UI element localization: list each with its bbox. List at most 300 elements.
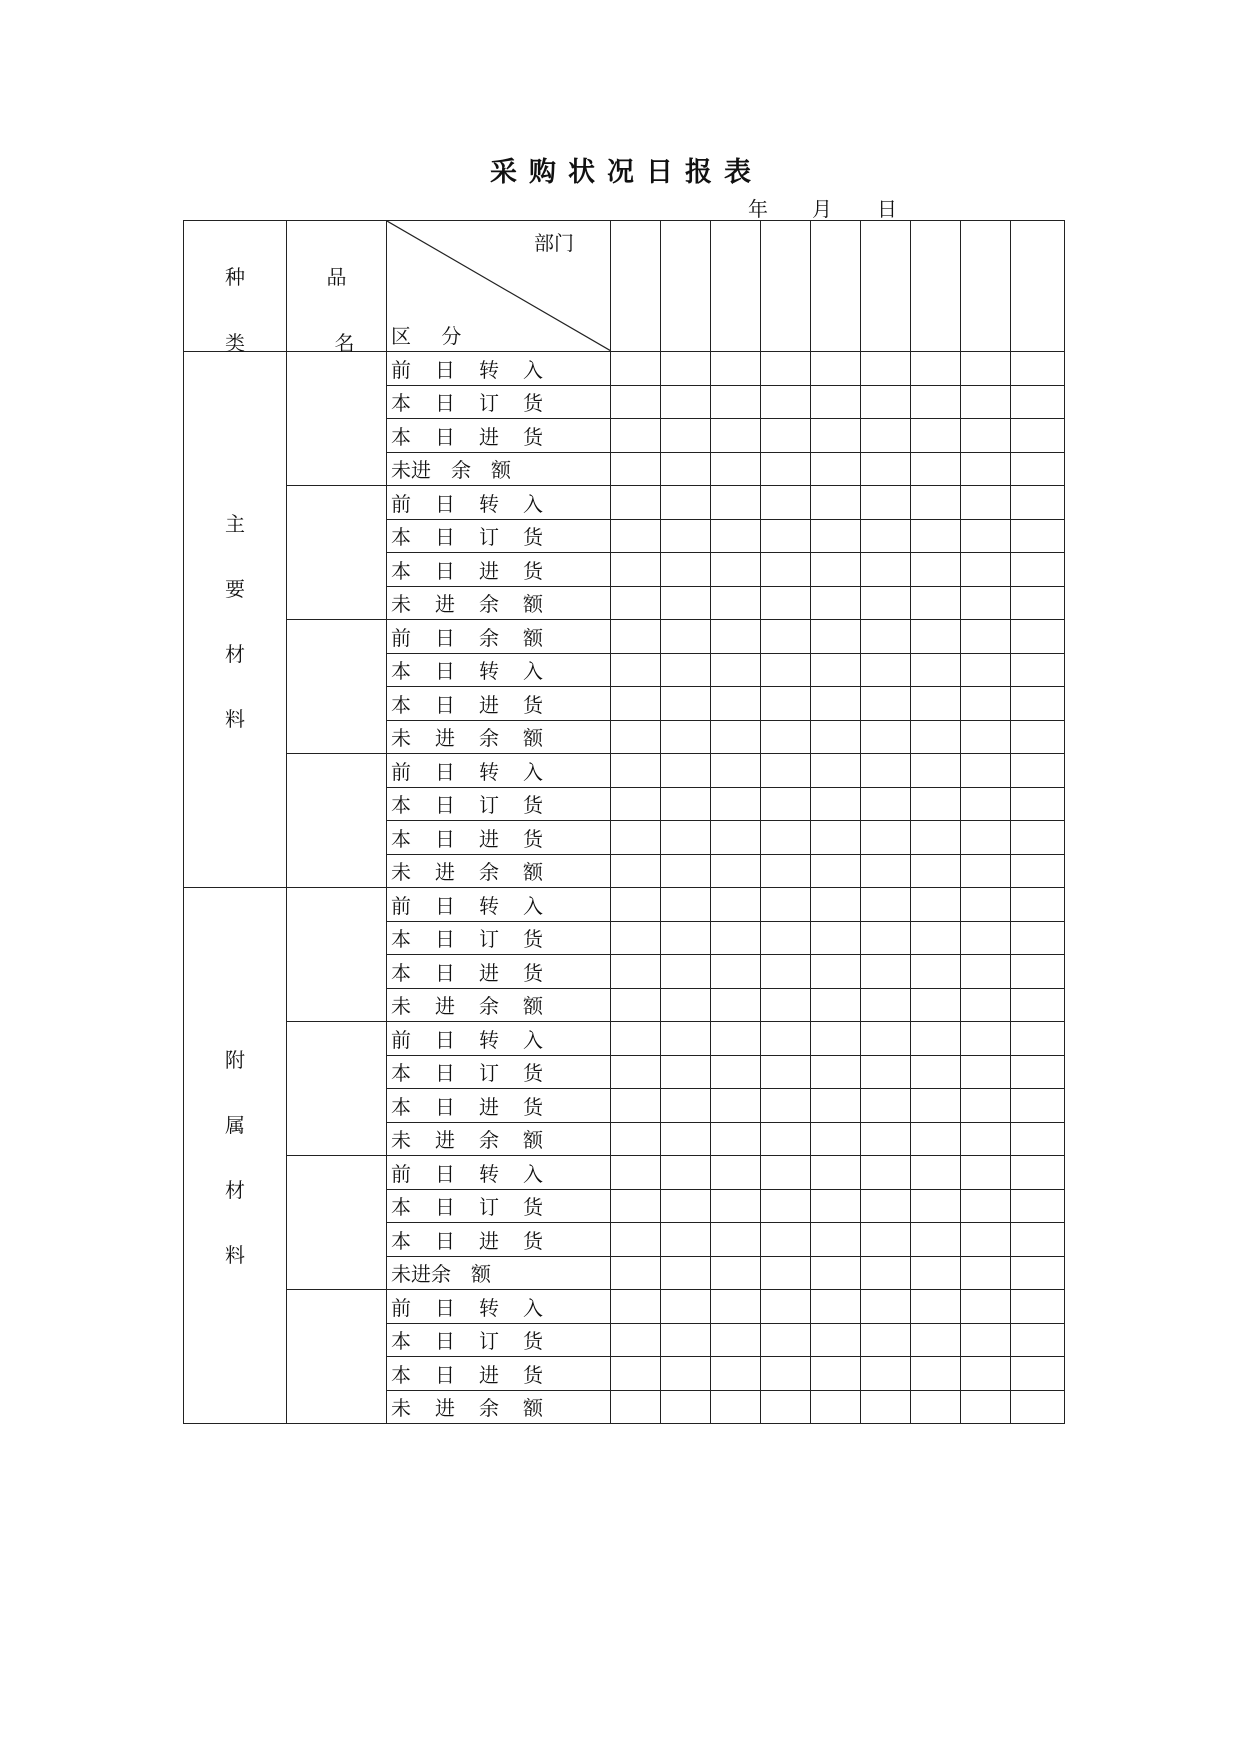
data-cell[interactable] (1011, 787, 1065, 821)
data-cell[interactable] (761, 754, 811, 788)
data-cell[interactable] (711, 1323, 761, 1357)
data-cell[interactable] (761, 1189, 811, 1223)
data-cell[interactable] (711, 687, 761, 721)
data-cell[interactable] (911, 1390, 961, 1424)
data-cell[interactable] (711, 553, 761, 587)
data-cell[interactable] (1011, 653, 1065, 687)
data-cell[interactable] (811, 1055, 861, 1089)
data-cell[interactable] (611, 720, 661, 754)
data-cell[interactable] (611, 1357, 661, 1391)
data-cell[interactable] (861, 553, 911, 587)
data-cell[interactable] (761, 921, 811, 955)
data-cell[interactable] (761, 687, 811, 721)
data-cell[interactable] (761, 1022, 811, 1056)
data-cell[interactable] (961, 620, 1011, 654)
data-cell[interactable] (611, 955, 661, 989)
data-cell[interactable] (661, 1290, 711, 1324)
data-cell[interactable] (811, 385, 861, 419)
data-cell[interactable] (661, 385, 711, 419)
data-cell[interactable] (861, 821, 911, 855)
data-cell[interactable] (811, 620, 861, 654)
data-cell[interactable] (811, 1022, 861, 1056)
data-cell[interactable] (811, 653, 861, 687)
data-cell[interactable] (961, 1122, 1011, 1156)
data-cell[interactable] (911, 1055, 961, 1089)
data-cell[interactable] (661, 1357, 711, 1391)
data-cell[interactable] (961, 1357, 1011, 1391)
data-cell[interactable] (761, 787, 811, 821)
data-cell[interactable] (761, 1323, 811, 1357)
data-cell[interactable] (661, 586, 711, 620)
data-cell[interactable] (811, 1256, 861, 1290)
data-cell[interactable] (611, 1256, 661, 1290)
data-cell[interactable] (711, 754, 761, 788)
data-cell[interactable] (811, 1223, 861, 1257)
data-cell[interactable] (1011, 385, 1065, 419)
data-cell[interactable] (911, 653, 961, 687)
data-cell[interactable] (611, 653, 661, 687)
data-cell[interactable] (861, 1156, 911, 1190)
data-cell[interactable] (811, 754, 861, 788)
data-cell[interactable] (1011, 1290, 1065, 1324)
data-cell[interactable] (711, 787, 761, 821)
data-cell[interactable] (1011, 1089, 1065, 1123)
data-cell[interactable] (861, 888, 911, 922)
division-label-cell (387, 1089, 611, 1123)
data-cell[interactable] (811, 519, 861, 553)
data-cell[interactable] (661, 754, 711, 788)
data-cell[interactable] (961, 720, 1011, 754)
data-cell[interactable] (661, 687, 711, 721)
data-cell[interactable] (1011, 352, 1065, 386)
data-cell[interactable] (861, 1055, 911, 1089)
data-cell[interactable] (611, 352, 661, 386)
data-cell[interactable] (661, 1223, 711, 1257)
data-cell[interactable] (661, 720, 711, 754)
data-cell[interactable] (761, 854, 811, 888)
data-cell[interactable] (611, 854, 661, 888)
data-cell[interactable] (961, 1223, 1011, 1257)
data-cell[interactable] (1011, 1223, 1065, 1257)
data-cell[interactable] (861, 1022, 911, 1056)
data-cell[interactable] (711, 1122, 761, 1156)
data-cell[interactable] (1011, 586, 1065, 620)
data-cell[interactable] (961, 1290, 1011, 1324)
data-cell[interactable] (661, 1323, 711, 1357)
data-cell[interactable] (961, 754, 1011, 788)
data-cell[interactable] (811, 1390, 861, 1424)
data-cell[interactable] (1011, 1022, 1065, 1056)
data-cell[interactable] (911, 921, 961, 955)
data-cell[interactable] (661, 787, 711, 821)
data-cell[interactable] (1011, 553, 1065, 587)
data-cell[interactable] (911, 888, 961, 922)
data-cell[interactable] (961, 553, 1011, 587)
data-cell[interactable] (911, 1256, 961, 1290)
data-cell[interactable] (911, 486, 961, 520)
data-cell[interactable] (961, 452, 1011, 486)
data-cell[interactable] (1011, 1357, 1065, 1391)
data-cell[interactable] (761, 1290, 811, 1324)
data-cell[interactable] (861, 352, 911, 386)
data-cell[interactable] (961, 519, 1011, 553)
data-cell[interactable] (811, 586, 861, 620)
data-cell[interactable] (911, 720, 961, 754)
data-cell[interactable] (611, 687, 661, 721)
data-cell[interactable] (961, 888, 1011, 922)
data-cell[interactable] (661, 1189, 711, 1223)
data-cell[interactable] (661, 955, 711, 989)
data-cell[interactable] (811, 888, 861, 922)
data-cell[interactable] (961, 821, 1011, 855)
data-cell[interactable] (961, 385, 1011, 419)
data-cell[interactable] (761, 553, 811, 587)
data-cell[interactable] (911, 419, 961, 453)
data-cell[interactable] (911, 1189, 961, 1223)
data-cell[interactable] (1011, 955, 1065, 989)
data-cell[interactable] (711, 1156, 761, 1190)
data-cell[interactable] (761, 1357, 811, 1391)
data-cell[interactable] (611, 452, 661, 486)
data-cell[interactable] (861, 955, 911, 989)
data-cell[interactable] (611, 1390, 661, 1424)
data-cell[interactable] (811, 352, 861, 386)
data-cell[interactable] (711, 486, 761, 520)
data-cell[interactable] (911, 955, 961, 989)
data-cell[interactable] (961, 687, 1011, 721)
data-cell[interactable] (861, 385, 911, 419)
data-cell[interactable] (811, 419, 861, 453)
data-cell[interactable] (711, 1256, 761, 1290)
data-cell[interactable] (911, 754, 961, 788)
data-cell[interactable] (761, 385, 811, 419)
data-cell[interactable] (1011, 620, 1065, 654)
data-cell[interactable] (861, 653, 911, 687)
data-cell[interactable] (1011, 1189, 1065, 1223)
data-cell[interactable] (911, 620, 961, 654)
data-cell[interactable] (961, 921, 1011, 955)
data-cell[interactable] (911, 1156, 961, 1190)
data-cell[interactable] (861, 754, 911, 788)
data-cell[interactable] (611, 1323, 661, 1357)
product-name-cell[interactable] (287, 620, 387, 754)
header-department-column (961, 221, 1011, 352)
data-cell[interactable] (911, 988, 961, 1022)
data-cell[interactable] (911, 1290, 961, 1324)
data-cell[interactable] (961, 586, 1011, 620)
data-cell[interactable] (611, 1290, 661, 1324)
data-cell[interactable] (1011, 1390, 1065, 1424)
data-cell[interactable] (811, 955, 861, 989)
data-cell[interactable] (911, 1223, 961, 1257)
data-cell[interactable] (611, 1156, 661, 1190)
data-cell[interactable] (711, 452, 761, 486)
data-cell[interactable] (661, 1022, 711, 1056)
data-cell[interactable] (711, 1022, 761, 1056)
data-cell[interactable] (761, 1122, 811, 1156)
data-cell[interactable] (711, 1290, 761, 1324)
product-name-cell[interactable] (287, 1022, 387, 1156)
data-cell[interactable] (761, 1089, 811, 1123)
data-cell[interactable] (811, 1290, 861, 1324)
data-cell[interactable] (961, 1156, 1011, 1190)
data-cell[interactable] (811, 921, 861, 955)
data-cell[interactable] (711, 821, 761, 855)
data-cell[interactable] (711, 385, 761, 419)
data-cell[interactable] (611, 1089, 661, 1123)
division-label-part: 订 (479, 1329, 499, 1354)
data-cell[interactable] (661, 620, 711, 654)
data-cell[interactable] (1011, 921, 1065, 955)
data-cell[interactable] (661, 553, 711, 587)
data-cell[interactable] (711, 888, 761, 922)
data-cell[interactable] (711, 1223, 761, 1257)
data-cell[interactable] (711, 720, 761, 754)
data-cell[interactable] (1011, 821, 1065, 855)
data-cell[interactable] (961, 653, 1011, 687)
data-cell[interactable] (911, 687, 961, 721)
data-cell[interactable] (611, 385, 661, 419)
data-cell[interactable] (711, 1189, 761, 1223)
data-cell[interactable] (1011, 1122, 1065, 1156)
data-cell[interactable] (911, 1089, 961, 1123)
data-cell[interactable] (611, 888, 661, 922)
data-cell[interactable] (1011, 754, 1065, 788)
data-cell[interactable] (861, 1357, 911, 1391)
data-cell[interactable] (911, 854, 961, 888)
product-name-cell[interactable] (287, 754, 387, 888)
data-cell[interactable] (711, 921, 761, 955)
product-name-cell[interactable] (287, 1156, 387, 1290)
data-cell[interactable] (911, 385, 961, 419)
data-cell[interactable] (761, 821, 811, 855)
data-cell[interactable] (611, 1223, 661, 1257)
data-cell[interactable] (661, 419, 711, 453)
data-cell[interactable] (611, 486, 661, 520)
data-cell[interactable] (761, 620, 811, 654)
data-cell[interactable] (861, 519, 911, 553)
data-cell[interactable] (961, 988, 1011, 1022)
data-cell[interactable] (761, 888, 811, 922)
data-cell[interactable] (1011, 519, 1065, 553)
data-cell[interactable] (961, 1055, 1011, 1089)
data-cell[interactable] (861, 687, 911, 721)
product-name-cell[interactable] (287, 352, 387, 486)
data-cell[interactable] (811, 1189, 861, 1223)
data-cell[interactable] (961, 854, 1011, 888)
data-cell[interactable] (811, 452, 861, 486)
data-cell[interactable] (611, 754, 661, 788)
data-cell[interactable] (711, 620, 761, 654)
data-cell[interactable] (1011, 1256, 1065, 1290)
data-cell[interactable] (661, 452, 711, 486)
data-cell[interactable] (961, 1089, 1011, 1123)
data-cell[interactable] (761, 653, 811, 687)
data-cell[interactable] (611, 821, 661, 855)
data-cell[interactable] (861, 1290, 911, 1324)
data-cell[interactable] (661, 888, 711, 922)
data-cell[interactable] (911, 553, 961, 587)
data-cell[interactable] (911, 519, 961, 553)
data-cell[interactable] (711, 854, 761, 888)
division-label-part: 前 (391, 357, 411, 382)
data-cell[interactable] (611, 1055, 661, 1089)
data-cell[interactable] (661, 1122, 711, 1156)
data-cell[interactable] (861, 720, 911, 754)
product-name-cell[interactable] (287, 888, 387, 1022)
data-cell[interactable] (761, 1223, 811, 1257)
data-cell[interactable] (1011, 687, 1065, 721)
data-cell[interactable] (811, 1122, 861, 1156)
data-cell[interactable] (711, 1089, 761, 1123)
data-cell[interactable] (761, 1055, 811, 1089)
data-cell[interactable] (761, 419, 811, 453)
data-cell[interactable] (661, 653, 711, 687)
data-cell[interactable] (1011, 888, 1065, 922)
data-cell[interactable] (711, 352, 761, 386)
data-cell[interactable] (811, 854, 861, 888)
data-cell[interactable] (861, 1390, 911, 1424)
data-cell[interactable] (661, 988, 711, 1022)
data-cell[interactable] (961, 955, 1011, 989)
data-cell[interactable] (1011, 1156, 1065, 1190)
product-name-cell[interactable] (287, 486, 387, 620)
data-cell[interactable] (961, 787, 1011, 821)
data-cell[interactable] (761, 586, 811, 620)
data-cell[interactable] (761, 1156, 811, 1190)
data-cell[interactable] (1011, 854, 1065, 888)
data-cell[interactable] (761, 352, 811, 386)
data-cell[interactable] (811, 1089, 861, 1123)
data-cell[interactable] (611, 921, 661, 955)
data-cell[interactable] (711, 1055, 761, 1089)
data-cell[interactable] (911, 452, 961, 486)
data-cell[interactable] (1011, 988, 1065, 1022)
data-cell[interactable] (761, 720, 811, 754)
data-cell[interactable] (811, 553, 861, 587)
data-cell[interactable] (1011, 1055, 1065, 1089)
data-cell[interactable] (811, 988, 861, 1022)
data-cell[interactable] (661, 519, 711, 553)
data-cell[interactable] (861, 921, 911, 955)
data-cell[interactable] (611, 419, 661, 453)
data-cell[interactable] (661, 486, 711, 520)
data-cell[interactable] (961, 486, 1011, 520)
data-cell[interactable] (861, 1189, 911, 1223)
data-cell[interactable] (711, 586, 761, 620)
data-cell[interactable] (911, 1022, 961, 1056)
data-cell[interactable] (761, 519, 811, 553)
data-cell[interactable] (811, 787, 861, 821)
data-cell[interactable] (911, 1122, 961, 1156)
data-cell[interactable] (661, 921, 711, 955)
data-cell[interactable] (661, 1055, 711, 1089)
data-cell[interactable] (611, 620, 661, 654)
data-cell[interactable] (1011, 720, 1065, 754)
data-cell[interactable] (761, 1256, 811, 1290)
data-cell[interactable] (961, 1022, 1011, 1056)
data-cell[interactable] (661, 854, 711, 888)
data-cell[interactable] (711, 955, 761, 989)
data-cell[interactable] (711, 653, 761, 687)
data-cell[interactable] (961, 352, 1011, 386)
data-cell[interactable] (911, 821, 961, 855)
data-cell[interactable] (861, 1122, 911, 1156)
data-cell[interactable] (861, 419, 911, 453)
data-cell[interactable] (611, 787, 661, 821)
data-cell[interactable] (861, 988, 911, 1022)
data-cell[interactable] (611, 586, 661, 620)
data-cell[interactable] (711, 419, 761, 453)
data-cell[interactable] (861, 620, 911, 654)
data-cell[interactable] (611, 988, 661, 1022)
data-cell[interactable] (811, 486, 861, 520)
data-cell[interactable] (911, 787, 961, 821)
data-cell[interactable] (611, 519, 661, 553)
data-cell[interactable] (661, 1089, 711, 1123)
data-cell[interactable] (611, 1122, 661, 1156)
data-cell[interactable] (861, 452, 911, 486)
data-cell[interactable] (961, 1390, 1011, 1424)
data-cell[interactable] (811, 687, 861, 721)
data-cell[interactable] (1011, 419, 1065, 453)
data-cell[interactable] (661, 352, 711, 386)
data-cell[interactable] (811, 821, 861, 855)
data-cell[interactable] (811, 1323, 861, 1357)
data-cell[interactable] (711, 988, 761, 1022)
product-name-cell[interactable] (287, 1290, 387, 1424)
data-cell[interactable] (761, 955, 811, 989)
data-cell[interactable] (961, 1256, 1011, 1290)
data-cell[interactable] (1011, 1323, 1065, 1357)
data-cell[interactable] (1011, 486, 1065, 520)
data-cell[interactable] (711, 519, 761, 553)
data-cell[interactable] (861, 486, 911, 520)
data-cell[interactable] (811, 1156, 861, 1190)
data-cell[interactable] (761, 1390, 811, 1424)
data-cell[interactable] (961, 1323, 1011, 1357)
data-cell[interactable] (961, 419, 1011, 453)
data-cell[interactable] (861, 1223, 911, 1257)
data-cell[interactable] (861, 854, 911, 888)
data-cell[interactable] (761, 486, 811, 520)
data-cell[interactable] (661, 821, 711, 855)
data-cell[interactable] (861, 1089, 911, 1123)
data-cell[interactable] (611, 1022, 661, 1056)
data-cell[interactable] (811, 720, 861, 754)
data-cell[interactable] (861, 1323, 911, 1357)
data-cell[interactable] (911, 1357, 961, 1391)
data-cell[interactable] (761, 452, 811, 486)
data-cell[interactable] (711, 1357, 761, 1391)
data-cell[interactable] (811, 1357, 861, 1391)
data-cell[interactable] (611, 1189, 661, 1223)
data-cell[interactable] (661, 1156, 711, 1190)
data-cell[interactable] (661, 1390, 711, 1424)
data-cell[interactable] (761, 988, 811, 1022)
data-cell[interactable] (611, 553, 661, 587)
data-cell[interactable] (961, 1189, 1011, 1223)
data-cell[interactable] (911, 586, 961, 620)
data-cell[interactable] (861, 586, 911, 620)
data-cell[interactable] (861, 1256, 911, 1290)
data-cell[interactable] (661, 1256, 711, 1290)
data-cell[interactable] (1011, 452, 1065, 486)
data-cell[interactable] (911, 352, 961, 386)
data-cell[interactable] (861, 787, 911, 821)
data-cell[interactable] (711, 1390, 761, 1424)
data-cell[interactable] (911, 1323, 961, 1357)
